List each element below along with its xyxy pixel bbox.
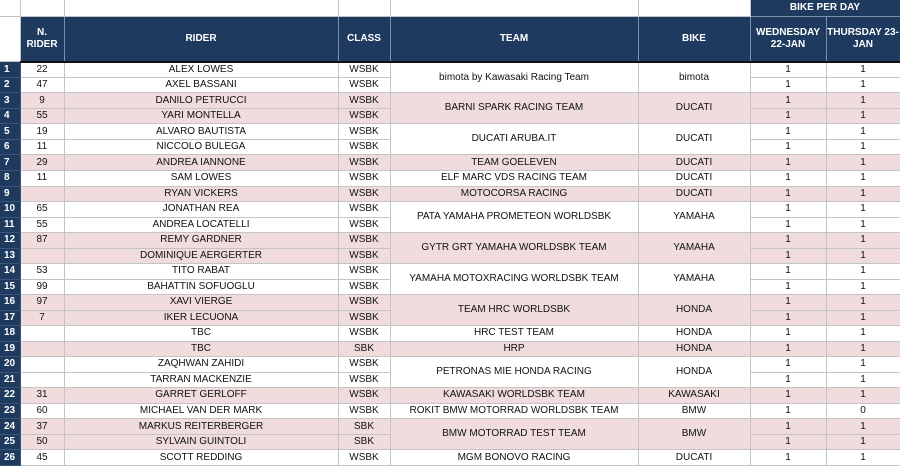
row-number[interactable]: 1 [0,62,20,78]
rider-column-header[interactable]: RIDER [64,16,338,62]
thursday-count-cell[interactable]: 1 [826,341,900,357]
team-column-header[interactable]: TEAM [390,16,638,62]
row-number-corner [0,16,20,62]
rider-number-cell[interactable]: 9 [20,93,64,109]
class-cell[interactable]: WSBK [338,124,390,140]
row-number[interactable]: 16 [0,295,20,311]
class-cell[interactable]: WSBK [338,77,390,93]
rider-number-cell[interactable]: 37 [20,419,64,435]
bike-cell[interactable]: YAMAHA [638,233,750,264]
wednesday-count-cell[interactable]: 1 [750,326,826,342]
rider-name-cell[interactable]: NICCOLO BULEGA [64,139,338,155]
rider-number-cell[interactable] [20,186,64,202]
rider-number-cell[interactable]: 31 [20,388,64,404]
team-cell[interactable]: PETRONAS MIE HONDA RACING [390,357,638,388]
rider-number-cell[interactable]: 55 [20,217,64,233]
thursday-count-cell[interactable]: 1 [826,279,900,295]
class-cell[interactable]: SBK [338,419,390,435]
class-cell[interactable]: WSBK [338,372,390,388]
team-cell[interactable]: bimota by Kawasaki Racing Team [390,62,638,93]
row-number[interactable]: 3 [0,93,20,109]
row-number[interactable]: 4 [0,108,20,124]
team-cell[interactable]: HRP [390,341,638,357]
class-cell[interactable]: WSBK [338,93,390,109]
row-number[interactable]: 22 [0,388,20,404]
rider-name-cell[interactable]: ANDREA LOCATELLI [64,217,338,233]
team-cell[interactable]: TEAM HRC WORLDSBK [390,295,638,326]
table-row [0,202,900,218]
team-cell[interactable]: ELF MARC VDS RACING TEAM [390,171,638,187]
rider-number-cell[interactable]: 45 [20,450,64,466]
rider-name-cell[interactable]: AXEL BASSANI [64,77,338,93]
class-cell[interactable]: WSBK [338,108,390,124]
bike-cell[interactable]: HONDA [638,295,750,326]
rider-number-cell[interactable]: 97 [20,295,64,311]
thursday-count-cell[interactable]: 1 [826,295,900,311]
row-number[interactable]: 13 [0,248,20,264]
bike-per-day-header[interactable]: BIKE PER DAY [750,0,900,16]
table-row [0,62,900,78]
table-row [0,124,900,140]
rider-name-cell[interactable]: XAVI VIERGE [64,295,338,311]
thursday-count-cell[interactable]: 1 [826,264,900,280]
class-cell[interactable]: WSBK [338,279,390,295]
table-row [0,233,900,249]
class-cell[interactable]: WSBK [338,202,390,218]
wednesday-count-cell[interactable]: 1 [750,124,826,140]
table-row [0,403,900,419]
rider-name-cell[interactable]: SAM LOWES [64,171,338,187]
row-number[interactable]: 23 [0,403,20,419]
row-number[interactable]: 19 [0,341,20,357]
class-cell[interactable]: WSBK [338,310,390,326]
wednesday-count-cell[interactable]: 1 [750,139,826,155]
thursday-count-cell[interactable]: 1 [826,93,900,109]
rider-name-cell[interactable]: MARKUS REITERBERGER [64,419,338,435]
row-number[interactable]: 18 [0,326,20,342]
table-row [0,419,900,435]
rider-name-cell[interactable]: TARRAN MACKENZIE [64,372,338,388]
rider-name-cell[interactable]: MICHAEL VAN DER MARK [64,403,338,419]
row-number-corner [0,0,20,16]
bike-cell[interactable]: YAMAHA [638,264,750,295]
wednesday-count-cell[interactable]: 1 [750,295,826,311]
rider-number-cell[interactable]: 22 [20,62,64,78]
header-band-row [0,0,900,16]
thursday-count-cell[interactable]: 1 [826,186,900,202]
class-cell[interactable]: WSBK [338,186,390,202]
class-cell[interactable]: WSBK [338,388,390,404]
class-cell[interactable]: WSBK [338,264,390,280]
rider-name-cell[interactable]: SYLVAIN GUINTOLI [64,434,338,450]
row-number[interactable]: 8 [0,171,20,187]
table-row [0,341,900,357]
rider-number-cell[interactable] [20,248,64,264]
wednesday-count-cell[interactable]: 1 [750,233,826,249]
rider-number-cell[interactable] [20,372,64,388]
wednesday-count-cell[interactable]: 1 [750,264,826,280]
row-number[interactable]: 21 [0,372,20,388]
rider-name-cell[interactable]: TITO RABAT [64,264,338,280]
rider-name-cell[interactable]: DANILO PETRUCCI [64,93,338,109]
thursday-column-header[interactable]: THURSDAY 23-JAN [826,16,900,62]
rider-number-cell[interactable]: 87 [20,233,64,249]
rider-number-cell[interactable]: 53 [20,264,64,280]
row-number[interactable]: 10 [0,202,20,218]
table-row [0,264,900,280]
class-cell[interactable]: WSBK [338,450,390,466]
thursday-count-cell[interactable]: 1 [826,108,900,124]
bike-column-header[interactable]: BIKE [638,16,750,62]
team-cell[interactable]: BARNI SPARK RACING TEAM [390,93,638,124]
rider-name-cell[interactable]: SCOTT REDDING [64,450,338,466]
class-cell[interactable]: WSBK [338,62,390,78]
thursday-count-cell[interactable]: 1 [826,217,900,233]
wednesday-column-header[interactable]: WEDNESDAY 22-JAN [750,16,826,62]
wednesday-count-cell[interactable]: 1 [750,93,826,109]
team-cell[interactable]: TEAM GOELEVEN [390,155,638,171]
wednesday-count-cell[interactable]: 1 [750,62,826,78]
wednesday-count-cell[interactable]: 1 [750,248,826,264]
bike-cell[interactable]: DUCATI [638,171,750,187]
rider-name-cell[interactable]: ALEX LOWES [64,62,338,78]
wednesday-count-cell[interactable]: 1 [750,108,826,124]
row-number[interactable]: 24 [0,419,20,435]
rider-number-cell[interactable]: 7 [20,310,64,326]
row-number[interactable]: 26 [0,450,20,466]
rider-number-cell[interactable]: 29 [20,155,64,171]
table-row [0,93,900,109]
blank-cell[interactable] [638,0,750,16]
class-cell[interactable]: WSBK [338,155,390,171]
rider-number-cell[interactable]: 65 [20,202,64,218]
wednesday-count-cell[interactable]: 1 [750,372,826,388]
rider-number-cell[interactable]: 11 [20,171,64,187]
class-cell[interactable]: WSBK [338,326,390,342]
rider-number-cell[interactable]: 55 [20,108,64,124]
thursday-count-cell[interactable]: 1 [826,248,900,264]
row-number[interactable]: 20 [0,357,20,373]
bike-cell[interactable]: DUCATI [638,155,750,171]
rider-name-cell[interactable]: TBC [64,341,338,357]
thursday-count-cell[interactable]: 1 [826,419,900,435]
wednesday-count-cell[interactable]: 1 [750,171,826,187]
table-row [0,155,900,171]
thursday-count-cell[interactable]: 1 [826,155,900,171]
class-cell[interactable]: WSBK [338,171,390,187]
thursday-count-cell[interactable]: 1 [826,139,900,155]
class-cell[interactable]: SBK [338,434,390,450]
wednesday-count-cell[interactable]: 1 [750,202,826,218]
rider-number-cell[interactable] [20,341,64,357]
rider-name-cell[interactable]: RYAN VICKERS [64,186,338,202]
row-number[interactable]: 7 [0,155,20,171]
rider-name-cell[interactable]: BAHATTIN SOFUOGLU [64,279,338,295]
row-number[interactable]: 9 [0,186,20,202]
row-number[interactable]: 11 [0,217,20,233]
class-cell[interactable]: WSBK [338,403,390,419]
thursday-count-cell[interactable]: 1 [826,388,900,404]
thursday-count-cell[interactable]: 1 [826,171,900,187]
class-cell[interactable]: WSBK [338,233,390,249]
row-number[interactable]: 5 [0,124,20,140]
team-cell[interactable]: DUCATI ARUBA.IT [390,124,638,155]
rider-number-cell[interactable]: 60 [20,403,64,419]
blank-cell[interactable] [64,0,338,16]
team-cell[interactable]: GYTR GRT YAMAHA WORLDSBK TEAM [390,233,638,264]
rider-name-cell[interactable]: DOMINIQUE AERGERTER [64,248,338,264]
team-cell[interactable]: BMW MOTORRAD TEST TEAM [390,419,638,450]
table-row [0,388,900,404]
class-cell[interactable]: WSBK [338,217,390,233]
thursday-count-cell[interactable]: 1 [826,233,900,249]
wednesday-count-cell[interactable]: 1 [750,77,826,93]
team-cell[interactable]: ROKIT BMW MOTORRAD WORLDSBK TEAM [390,403,638,419]
rider-name-cell[interactable]: GARRET GERLOFF [64,388,338,404]
wednesday-count-cell[interactable]: 1 [750,419,826,435]
row-number[interactable]: 14 [0,264,20,280]
thursday-count-cell[interactable]: 1 [826,124,900,140]
bike-cell[interactable]: bimota [638,62,750,93]
bike-cell[interactable]: HONDA [638,357,750,388]
rider-name-cell[interactable]: TBC [64,326,338,342]
table-row [0,171,900,187]
thursday-count-cell[interactable]: 1 [826,450,900,466]
rider-number-cell[interactable]: 19 [20,124,64,140]
rider-name-cell[interactable]: JONATHAN REA [64,202,338,218]
table-row [0,186,900,202]
blank-cell[interactable] [20,0,64,16]
wednesday-count-cell[interactable]: 1 [750,388,826,404]
thursday-count-cell[interactable]: 1 [826,310,900,326]
wednesday-count-cell[interactable]: 1 [750,155,826,171]
rider-number-cell[interactable] [20,357,64,373]
bike-cell[interactable]: BMW [638,403,750,419]
thursday-count-cell[interactable]: 1 [826,326,900,342]
table-row [0,450,900,466]
row-number[interactable]: 6 [0,139,20,155]
bike-cell[interactable]: YAMAHA [638,202,750,233]
table-row [0,326,900,342]
wednesday-count-cell[interactable]: 1 [750,403,826,419]
thursday-count-cell[interactable]: 1 [826,434,900,450]
row-number[interactable]: 15 [0,279,20,295]
bike-cell[interactable]: HONDA [638,341,750,357]
team-cell[interactable]: PATA YAMAHA PROMETEON WORLDSBK [390,202,638,233]
rider-name-cell[interactable]: ANDREA IANNONE [64,155,338,171]
bike-cell[interactable]: DUCATI [638,186,750,202]
table-row [0,357,900,373]
rider-name-cell[interactable]: REMY GARDNER [64,233,338,249]
bike-cell[interactable]: DUCATI [638,124,750,155]
bike-cell[interactable]: DUCATI [638,450,750,466]
bike-cell[interactable]: BMW [638,419,750,450]
blank-cell[interactable] [390,0,638,16]
n-rider-column-header[interactable]: N. RIDER [20,16,64,62]
wednesday-count-cell[interactable]: 1 [750,341,826,357]
thursday-count-cell[interactable]: 1 [826,62,900,78]
column-header-row [0,16,900,62]
class-cell[interactable]: WSBK [338,139,390,155]
team-cell[interactable]: HRC TEST TEAM [390,326,638,342]
thursday-count-cell[interactable]: 0 [826,403,900,419]
thursday-count-cell[interactable]: 1 [826,372,900,388]
class-cell[interactable]: WSBK [338,357,390,373]
bike-cell[interactable]: KAWASAKI [638,388,750,404]
class-cell[interactable]: SBK [338,341,390,357]
thursday-count-cell[interactable]: 1 [826,77,900,93]
thursday-count-cell[interactable]: 1 [826,202,900,218]
class-cell[interactable]: WSBK [338,248,390,264]
row-number[interactable]: 2 [0,77,20,93]
rider-number-cell[interactable] [20,326,64,342]
class-column-header[interactable]: CLASS [338,16,390,62]
wednesday-count-cell[interactable]: 1 [750,279,826,295]
rider-name-cell[interactable]: YARI MONTELLA [64,108,338,124]
bike-cell[interactable]: HONDA [638,326,750,342]
rider-name-cell[interactable]: ZAQHWAN ZAHIDI [64,357,338,373]
row-number[interactable]: 25 [0,434,20,450]
wednesday-count-cell[interactable]: 1 [750,310,826,326]
row-number[interactable]: 12 [0,233,20,249]
blank-cell[interactable] [338,0,390,16]
thursday-count-cell[interactable]: 1 [826,357,900,373]
rider-number-cell[interactable]: 99 [20,279,64,295]
wednesday-count-cell[interactable]: 1 [750,357,826,373]
team-cell[interactable]: MOTOCORSA RACING [390,186,638,202]
table-row [0,295,900,311]
rider-number-cell[interactable]: 11 [20,139,64,155]
wednesday-count-cell[interactable]: 1 [750,186,826,202]
rider-name-cell[interactable]: ALVARO BAUTISTA [64,124,338,140]
wednesday-count-cell[interactable]: 1 [750,217,826,233]
row-number[interactable]: 17 [0,310,20,326]
class-cell[interactable]: WSBK [338,295,390,311]
team-cell[interactable]: KAWASAKI WORLDSBK TEAM [390,388,638,404]
rider-number-cell[interactable]: 47 [20,77,64,93]
wednesday-count-cell[interactable]: 1 [750,450,826,466]
rider-number-cell[interactable]: 50 [20,434,64,450]
team-cell[interactable]: MGM BONOVO RACING [390,450,638,466]
team-cell[interactable]: YAMAHA MOTOXRACING WORLDSBK TEAM [390,264,638,295]
bike-cell[interactable]: DUCATI [638,93,750,124]
rider-name-cell[interactable]: IKER LECUONA [64,310,338,326]
wednesday-count-cell[interactable]: 1 [750,434,826,450]
